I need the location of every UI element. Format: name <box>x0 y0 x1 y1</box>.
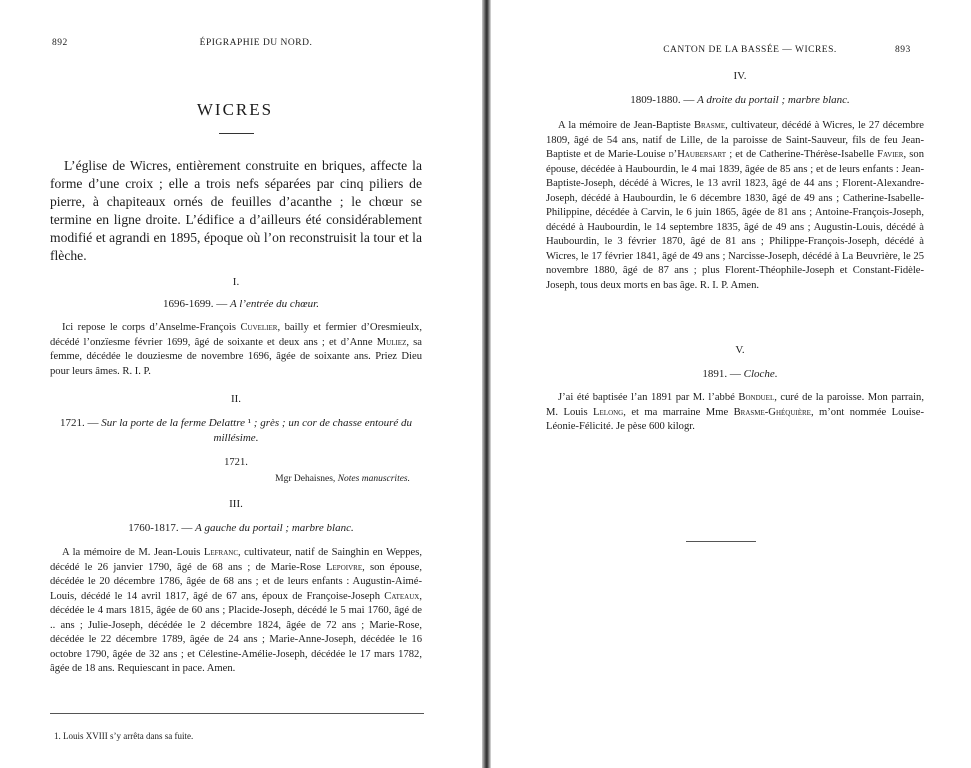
surname: Brasme <box>693 120 726 131</box>
section-heading-2: 1721. — Sur la porte de la ferme Delattre ¹ ; grès ; un cor de chasse entouré du millésime. <box>59 417 413 444</box>
section-heading-5: 1891. — Cloche. <box>702 368 778 380</box>
surname: Cateaux <box>384 590 420 602</box>
section-numeral-4: IV. <box>733 70 747 82</box>
section-dates: 1696-1699. <box>163 298 214 310</box>
section-numeral-5: V. <box>735 344 745 356</box>
surname: Muliez <box>376 336 407 348</box>
section-numeral-2: II. <box>230 393 242 405</box>
inscription-text-4: A la mémoire de Jean-Baptiste Brasme, cultivateur, décédé à Wicres, le 27 décembre 1809, âgé de 54 ans, natif de Lille, de la paroisse de Saint-Sauveur, fils de feu Jean-Baptiste et de Marie-Louise d’Haubersart ; et de Catherine-Thérèse-Isabelle Favier, son épouse, décédée à Haubourdin, le 4 mai 1839, âgée de 85 ans ; et de leurs enfants : Jean-Baptiste-Joseph, décédé à Wicres, le 13 avril 1823, âgé de 44 ans ; Florent-Alexandre-Joseph, décédé à Haubourdin, le 6 décembre 1830, âgé de 49 ans ; Catherine-Isabelle-Philippine, décédée à Carvin, le 6 juin 1865, âgée de 81 ans ; Antoine-François-Joseph, décédé à Haubourdin, le 14 septembre 1835, âgé de 49 ans ; Augustin-Louis, décédé à Haubourdin, le 3 février 1870, âgé de 81 ans ; Philippe-François-Joseph, décédé à Wicres, le 17 février 1841, âgé de 49 ans ; Narcisse-Joseph, décédé à La Beuvrière, le 25 novembre 1880, âgé de 87 ans ; plus Florent-Théophile-Joseph et Constant-Fidèle-Joseph, tous deux morts en bas âge. R. I. P. Amen. <box>546 120 924 291</box>
page-number-left: 892 <box>52 38 68 48</box>
page-title: WICRES <box>196 100 274 119</box>
section-heading-1: 1696-1699. — A l’entrée du chœur. <box>163 298 319 310</box>
footnote: 1. Louis XVIII s’y arrêta dans sa fuite. <box>54 731 194 741</box>
surname: d’Haubersart <box>668 149 727 160</box>
inscription-text-3: A la mémoire de M. Jean-Louis Lefranc, cultivateur, natif de Sainghin en Weppes, décédé le 26 janvier 1790, âgé de 68 ans ; de Marie-Rose Lepoivre, son épouse, décédée le 20 décembre 1786, âgée de 68 ans ; et de leurs enfants : Augustin-Aimé-Louis, décédé le 14 avril 1817, âgé de 67 ans, époux de Françoise-Joseph Cateaux, décédée le 4 mars 1815, âgée de 60 ans ; Placide-Joseph, décédé le 5 mai 1760, âgé de .. ans ; Julie-Joseph, décédée le 2 décembre 1824, âgée de 72 ans ; Marie-Rose, décédée le 22 décembre 1789, âgée de 24 ans ; Marie-Anne-Joseph, décédée le 16 octobre 1790, âgée de 32 ans ; et Célestine-Amélie-Joseph, décédée le 17 mars 1782, âgée de 18 ans. Requiescant in pace. Amen. <box>50 547 422 674</box>
footnote-ref: ¹ <box>244 417 252 429</box>
inscription-text-2: 1721. <box>224 457 248 468</box>
section-numeral-3: III. <box>229 498 243 510</box>
left-page <box>0 0 483 768</box>
section-numeral-1: I. <box>232 276 240 288</box>
surname: Bonduel <box>738 392 775 403</box>
running-head-right: CANTON DE LA BASSÉE — WICRES. <box>663 45 837 55</box>
intro-paragraph: L’église de Wicres, entièrement construite en briques, affecte la forme d’une croix ; elle a trois nefs séparées par cinq piliers de pierre, à chapiteaux ornés de feuilles d’acanthe ; le chœur se termine en ligne droite. L’édifice a d’ailleurs été considérablement modifié et agrandi en 1895, époque où l’on reconstruisit la tour et la flèche. <box>50 158 422 263</box>
section-location: A l’entrée du chœur. <box>229 298 319 310</box>
surname: Lefranc <box>203 547 239 558</box>
surname: Favier <box>877 149 904 160</box>
surname: Cuvelier <box>240 322 278 333</box>
section-heading-4: 1809-1880. — A droite du portail ; marbre blanc. <box>630 94 850 106</box>
running-head-left: ÉPIGRAPHIE DU NORD. <box>199 38 313 48</box>
title-rule <box>219 133 254 134</box>
section-heading-3: 1760-1817. — A gauche du portail ; marbre blanc. <box>128 522 354 534</box>
inscription-text-5: J’ai été baptisée l’an 1891 par M. l’abbé Bonduel, curé de la paroisse. Mon parrain, M. Louis Lelong, et ma marraine Mme Brasme-Ghéquière, m’ont nommée Louise-Léonie-Félicité. Je pèse 600 kilogr. <box>546 392 925 432</box>
end-rule <box>686 541 756 542</box>
source-citation: Mgr Dehaisnes, Notes manuscrites. <box>275 474 410 484</box>
footnote-rule <box>50 713 424 714</box>
surname: Lelong <box>593 406 624 418</box>
surname: Lepoivre <box>326 561 363 573</box>
inscription-text-1: Ici repose le corps d’Anselme-François Cuvelier, bailly et fermier d’Oresmieulx, décédé l’onzïesme février 1699, âgé de soixante et deux ans ; et d’Anne Muliez, sa femme, décédée le douziesme de novembre 1696, âgée de soixante ans. Priez Dieu pour leurs âmes. R. I. P. <box>50 322 422 377</box>
page-number-right: 893 <box>895 45 911 55</box>
surname: Brasme-Ghéquière <box>733 406 811 418</box>
right-page <box>490 0 971 768</box>
